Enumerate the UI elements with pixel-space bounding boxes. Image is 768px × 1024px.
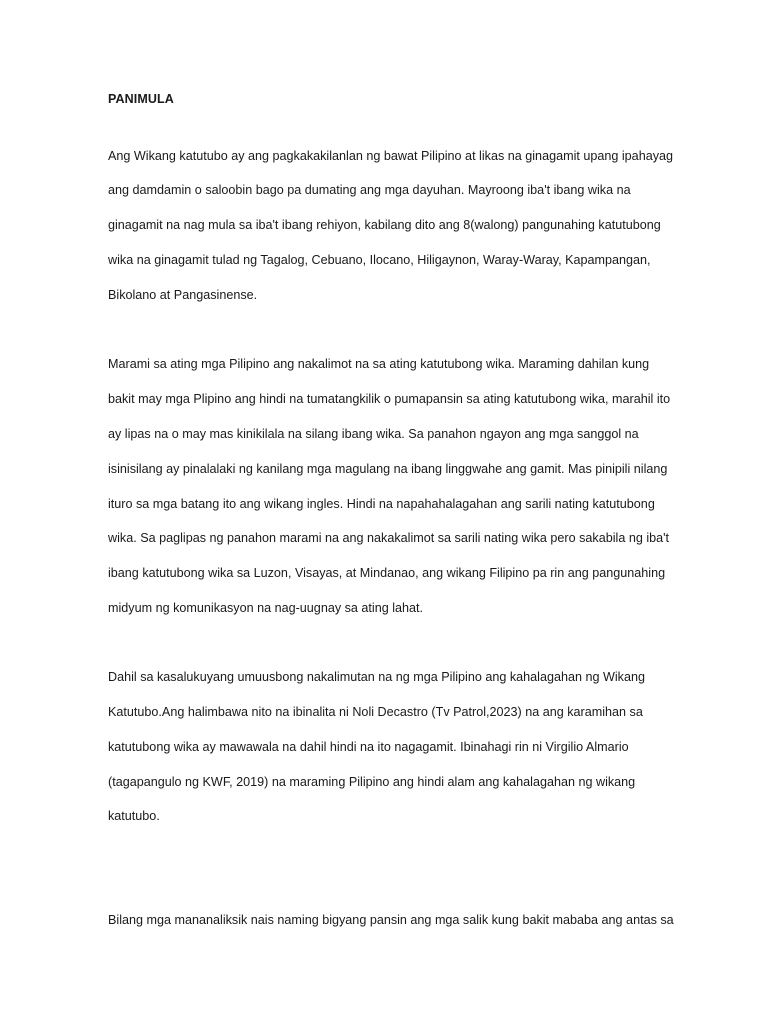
paragraph-line: ay lipas na o may mas kinikilala na silang ibang wika. Sa panahon ngayon ang mga sanggol na: [108, 427, 639, 441]
paragraph-line: Marami sa ating mga Pilipino ang nakalimot na sa ating katutubong wika. Maraming dahilan kung: [108, 357, 650, 371]
paragraph-line: bakit may mga Plipino ang hindi na tumatangkilik o pumapansin sa ating katutubong wika, marahil ito: [108, 392, 671, 406]
section-heading: PANIMULA: [108, 92, 174, 106]
paragraph-line: katutubo.: [108, 809, 160, 823]
paragraph-line: katutubong wika ay mawawala na dahil hindi na ito nagagamit. Ibinahagi rin ni Virgilio Almario: [108, 740, 629, 754]
paragraph-line: (tagapangulo ng KWF, 2019) na maraming Pilipino ang hindi alam ang kahalagahan ng wikang: [108, 775, 636, 789]
paragraph-line: ibang katutubong wika sa Luzon, Visayas, at Mindanao, ang wikang Filipino pa rin ang pangunahing: [108, 566, 666, 580]
paragraph-line: isinisilang ay pinalalaki ng kanilang mga magulang na ibang linggwahe ang gamit. Mas pinipili nilang: [108, 462, 668, 476]
paragraph-line: ituro sa mga batang ito ang wikang ingles. Hindi na napahahalagahan ang sarili nating katutubong: [108, 497, 655, 511]
paragraph-line: Katutubo.Ang halimbawa nito na ibinalita ni Noli Decastro (Tv Patrol,2023) na ang karamihan sa: [108, 705, 643, 719]
paragraph-line: wika. Sa paglipas ng panahon marami na ang nakakalimot sa sarili nating wika pero sakabila ng iba't: [108, 531, 670, 545]
paragraph-line: Dahil sa kasalukuyang umuusbong nakalimutan na ng mga Pilipino ang kahalagahan ng Wikang: [108, 670, 645, 684]
paragraph-line: wika na ginagamit tulad ng Tagalog, Cebuano, Ilocano, Hiligaynon, Waray-Waray, Kapampangan,: [108, 253, 651, 267]
paragraph-line: ginagamit na nag mula sa iba't ibang rehiyon, kabilang dito ang 8(walong) pangunahing katutubong: [108, 218, 661, 232]
paragraph-line: Ang Wikang katutubo ay ang pagkakakilanlan ng bawat Pilipino at likas na ginagamit upang ipahayag: [108, 149, 674, 163]
paragraph-line: midyum ng komunikasyon na nag-uugnay sa ating lahat.: [108, 601, 424, 615]
paragraph-line: Bikolano at Pangasinense.: [108, 288, 258, 302]
paragraph-line: Bilang mga mananaliksik nais naming bigyang pansin ang mga salik kung bakit mababa ang antas sa: [108, 913, 674, 927]
paragraph-line: ang damdamin o saloobin bago pa dumating ang mga dayuhan. Mayroong iba't ibang wika na: [108, 183, 631, 197]
